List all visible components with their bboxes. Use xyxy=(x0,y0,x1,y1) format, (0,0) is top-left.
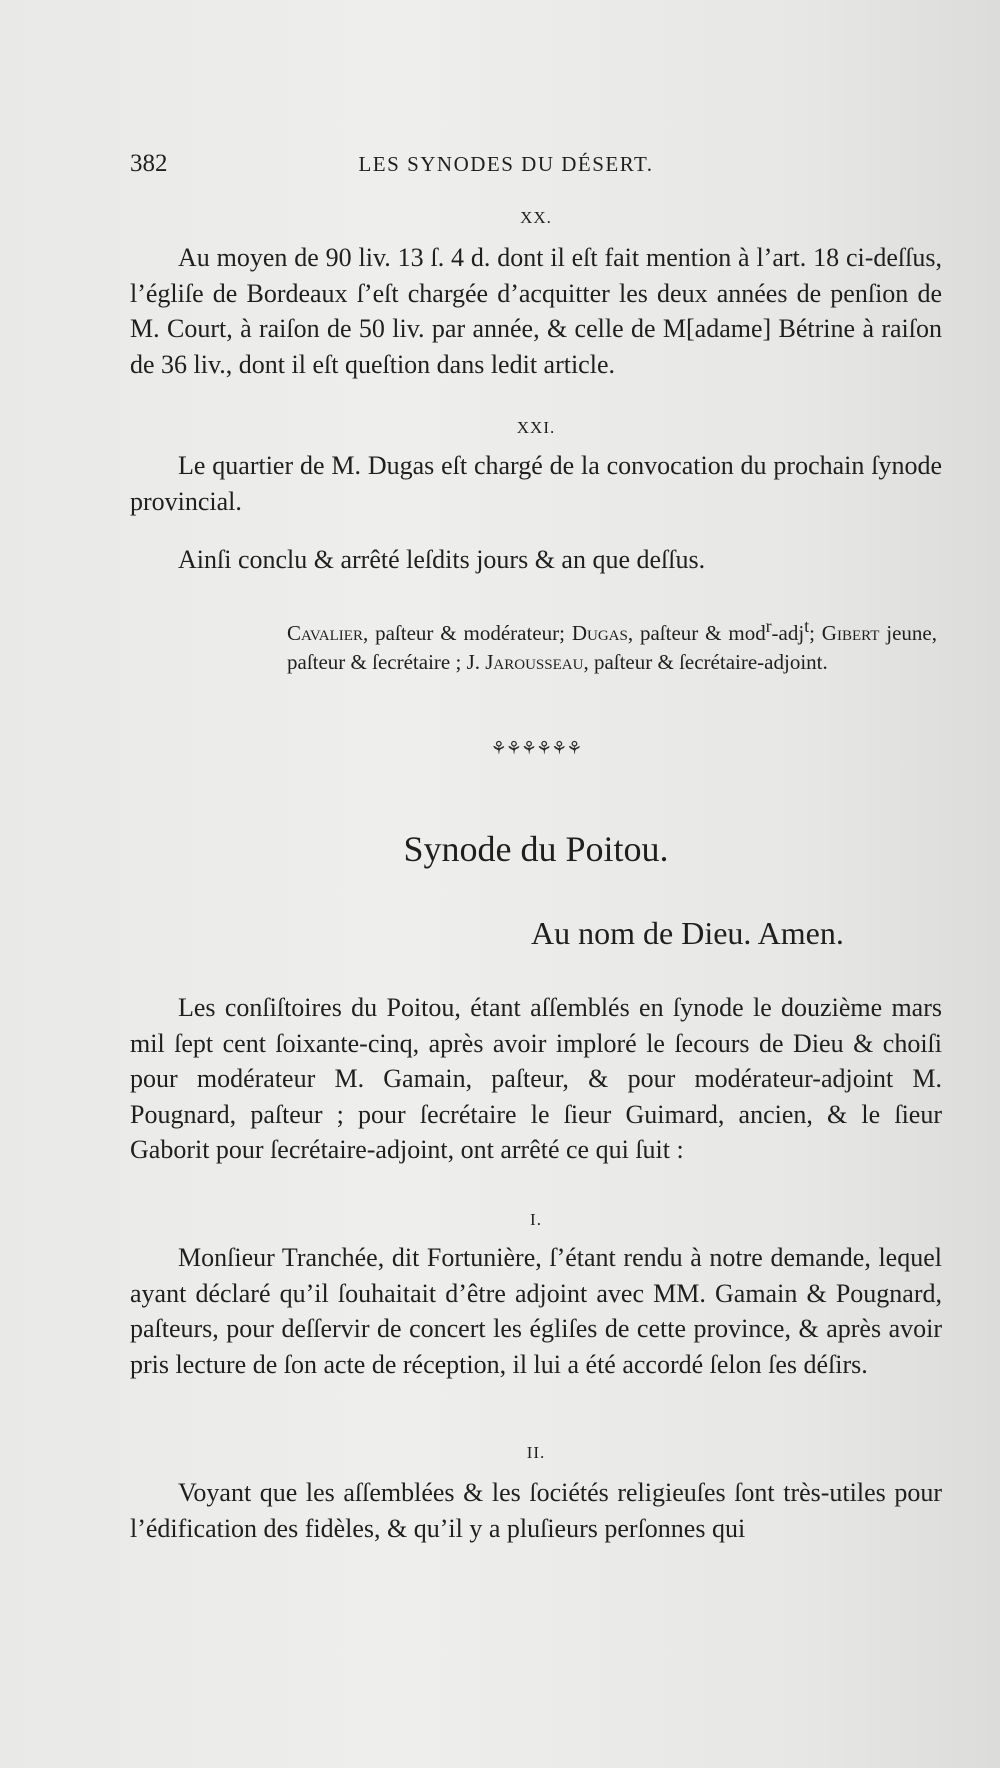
synod-intro xyxy=(130,990,942,1168)
article-i xyxy=(130,1240,942,1382)
synod-intro-text: Les conſiſtoires du Poitou, étant aſſemblés en ſynode le douzième mars mil ſept cent ſoixante-cinq, après avoir imploré le ſecours de Dieu & choiſi pour modérateur M. Gamain, paſteur, & pour modérateur-adjoint M. Pougnard, paſteur ; pour ſecrétaire le ſieur Guimard, ancien, & le ſieur Gaborit pour ſecrétaire-adjoint, ont arrêté ce qui ſuit : xyxy=(130,993,942,1164)
signature-text: , paſteur & ſecrétaire-adjoint. xyxy=(583,650,828,674)
signatory-cavalier: Cavalier xyxy=(287,621,363,645)
signature-text: , paſteur & modérateur; xyxy=(362,621,572,645)
signature-text: -adj xyxy=(771,621,805,645)
article-ii-text: Voyant que les aſſemblées & les ſociétés religieuſes ſont très-utiles pour l’édification des fidèles, & qu’il y a pluſieurs perſonnes qui xyxy=(130,1478,942,1543)
article-xxi-text: Le quartier de M. Dugas eſt chargé de la convocation du prochain ſynode provincial. xyxy=(130,451,942,516)
article-heading-ii: II. xyxy=(526,1443,546,1462)
invocation: Au nom de Dieu. Amen. xyxy=(531,915,844,951)
article-xx-text: Au moyen de 90 liv. 13 ſ. 4 d. dont il eſt fait mention à l’art. 18 ci-deſſus, l’égliſe de Bordeaux ſ’eſt chargée d’acquitter les deux années de penſion de M. Court, à raiſon de 50 liv. par année, & celle de M[adame] Bétrine à raiſon de 36 liv., dont il eſt queſtion dans ledit article. xyxy=(130,243,942,379)
page-number: 382 xyxy=(130,150,168,177)
article-heading-xxi: XXI. xyxy=(516,418,556,437)
signature-text: ; xyxy=(809,621,822,645)
ornament-divider: ⚘⚘⚘⚘⚘⚘ xyxy=(490,738,582,758)
signature-text: jeune, paſteur & ſecrétaire ; J. xyxy=(287,621,937,674)
page-header xyxy=(130,150,942,184)
signatory-gibert: Gibert xyxy=(821,621,880,645)
signatures xyxy=(287,612,937,677)
signatory-dugas: Dugas xyxy=(571,621,628,645)
section-title: Synode du Poitou. xyxy=(403,829,669,869)
signature-text: , paſteur & mod xyxy=(627,621,766,645)
signatory-jarousseau: Jarousseau xyxy=(485,650,584,674)
article-xxi xyxy=(130,448,942,519)
running-title: LES SYNODES DU DÉSERT. xyxy=(358,152,654,176)
conclusion-text: Ainſi conclu & arrêté leſdits jours & an que deſſus. xyxy=(178,545,706,574)
article-heading-xx: XX. xyxy=(520,208,552,227)
article-ii xyxy=(130,1475,942,1546)
superscript: r xyxy=(765,616,772,636)
article-xx xyxy=(130,240,942,382)
conclusion xyxy=(130,542,942,578)
article-i-text: Monſieur Tranchée, dit Fortunière, ſ’étant rendu à notre demande, lequel ayant déclaré qu’il ſouhaitait d’être adjoint avec MM. Gamain & Pougnard, paſteurs, pour deſſervir de concert les égliſes de cette province, & après avoir pris lecture de ſon acte de réception, il lui a été accordé ſelon ſes déſirs. xyxy=(130,1243,942,1379)
superscript: t xyxy=(804,616,810,636)
article-heading-i: I. xyxy=(530,1210,542,1229)
